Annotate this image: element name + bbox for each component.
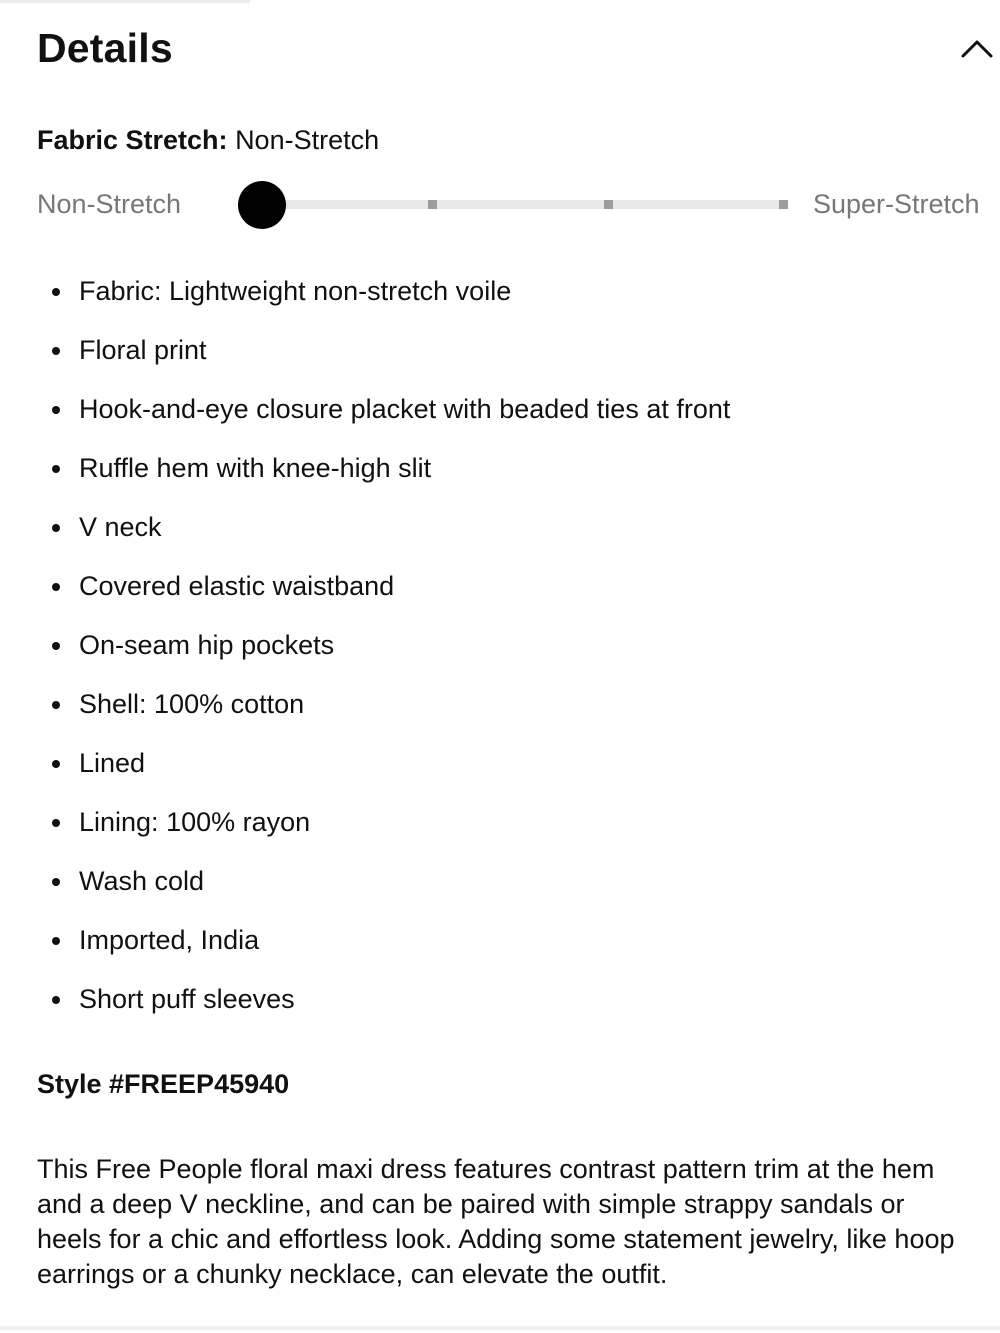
bullet-icon [52,701,60,709]
chevron-up-icon [957,28,997,68]
bullet-icon [52,819,60,827]
fabric-stretch-scale [37,182,1000,228]
bullet-icon [52,996,60,1004]
feature-text: Covered elastic waistband [79,571,395,601]
bullet-icon [52,760,60,768]
list-item [37,852,977,911]
details-section-header[interactable] [37,22,997,78]
bullet-icon [52,642,60,650]
list-item [37,557,977,616]
section-title: Details [37,25,173,71]
stretch-level-marker [604,200,613,209]
feature-text: Shell: 100% cotton [79,689,305,719]
product-description: This Free People floral maxi dress features contrast pattern trim at the hem and a deep V neckline, and can be paired with simple strappy sandals or heels for a chic and effortless look. Adding some statement jewelry, like hoop earrings or a chunky necklace, can elevate the outfit. [37,1154,955,1289]
feature-text: Short puff sleeves [79,984,295,1014]
list-item [37,321,977,380]
feature-text: Wash cold [79,866,205,896]
fabric-stretch-heading [37,123,379,157]
feature-text: Ruffle hem with knee-high slit [79,453,432,483]
feature-text: Fabric: Lightweight non-stretch voile [79,276,512,306]
stretch-level-marker [779,200,788,209]
feature-text: Floral print [79,335,207,365]
list-item [37,911,977,970]
stretch-level-marker [428,200,437,209]
bullet-icon [52,288,60,296]
feature-list [37,262,977,1029]
list-item [37,793,977,852]
bullet-icon [52,406,60,414]
bullet-icon [52,937,60,945]
feature-text: Imported, India [79,925,260,955]
stretch-slider-thumb[interactable] [238,181,286,229]
bullet-icon [52,583,60,591]
list-item [37,675,977,734]
style-number: Style #FREEP45940 [37,1069,290,1099]
list-item [37,498,977,557]
list-item [37,262,977,321]
bullet-icon [52,878,60,886]
bullet-icon [52,347,60,355]
list-item [37,380,977,439]
top-divider [0,0,250,3]
scale-min-label: Non-Stretch [37,189,182,219]
bullet-icon [52,465,60,473]
feature-text: V neck [79,512,162,542]
list-item [37,734,977,793]
list-item [37,970,977,1029]
feature-text: On-seam hip pockets [79,630,335,660]
feature-text: Hook-and-eye closure placket with beaded ties at front [79,394,731,424]
fabric-stretch-value: Non-Stretch [235,125,380,155]
list-item [37,439,977,498]
fabric-stretch-label: Fabric Stretch: [37,125,228,155]
stretch-track [262,200,788,209]
scale-max-label: Super-Stretch [813,189,980,219]
bottom-divider [0,1326,1000,1330]
feature-text: Lining: 100% rayon [79,807,311,837]
list-item [37,616,977,675]
bullet-icon [52,524,60,532]
collapse-button[interactable] [957,28,997,68]
feature-text: Lined [79,748,146,778]
